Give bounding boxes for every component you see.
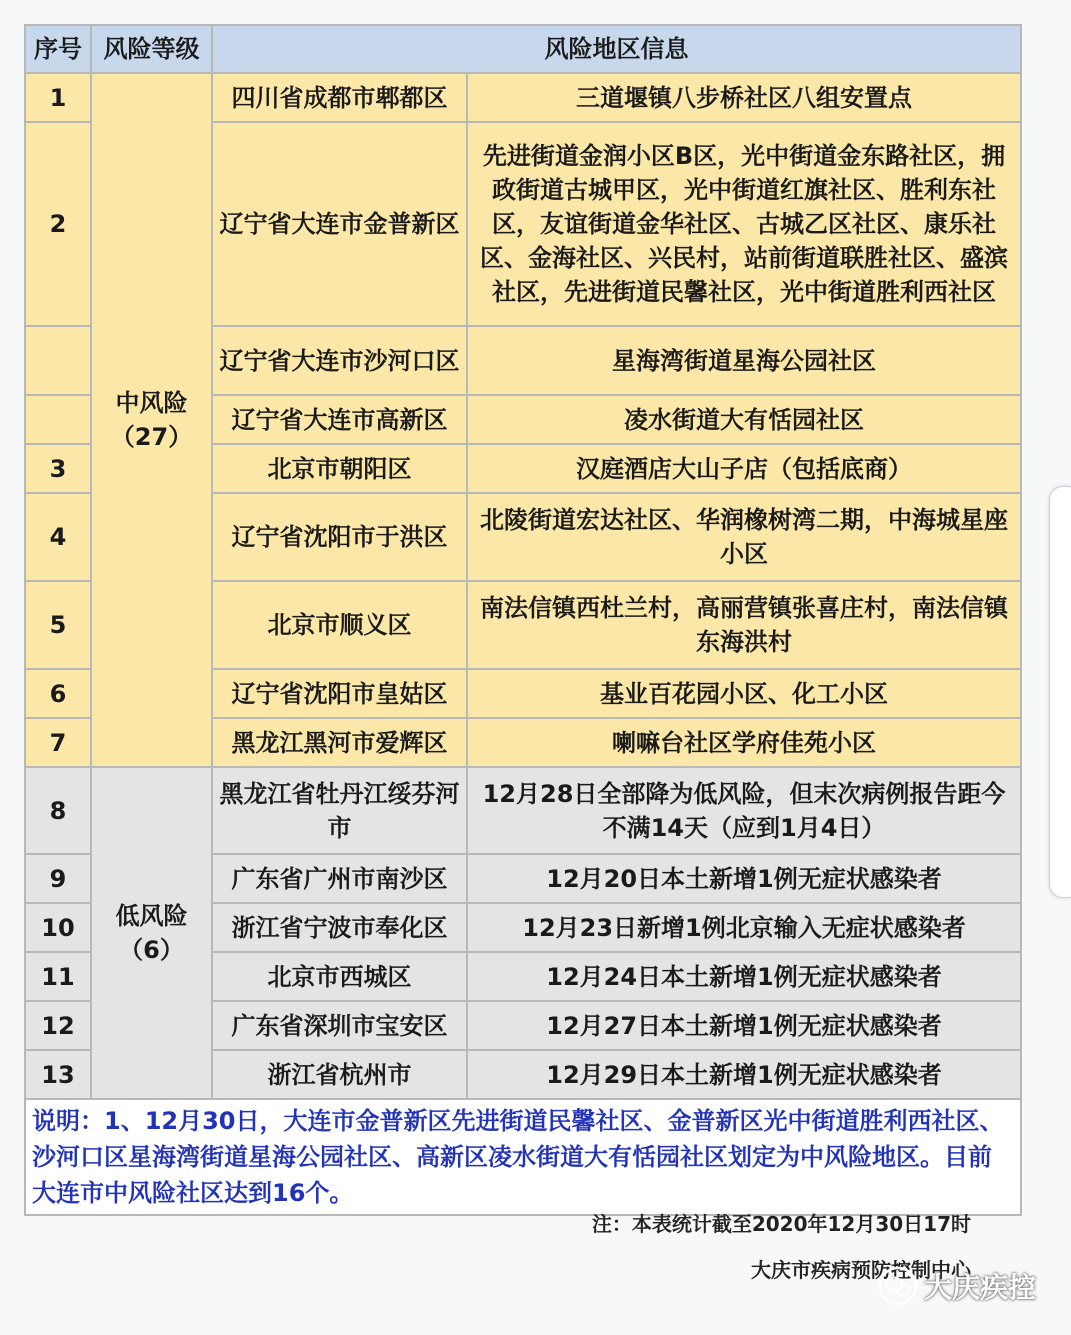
wechat-watermark	[878, 1266, 1036, 1306]
risk-area-table	[24, 24, 1022, 1216]
row-detail: 凌水街道大有恬园社区	[467, 395, 1021, 444]
row-region: 辽宁省大连市高新区	[212, 395, 467, 444]
row-detail: 12月28日全部降为低风险，但末次病例报告距今不满14天（应到1月4日）	[467, 767, 1021, 854]
row-no: 6	[25, 669, 91, 718]
row-detail: 汉庭酒店大山子店（包括底商）	[467, 444, 1021, 493]
watermark-text: 大庆疾控	[924, 1271, 1037, 1304]
issuing-organization: 大庆市疾病预防控制中心	[751, 1258, 971, 1282]
row-no: 2	[25, 122, 91, 326]
row-no: 10	[25, 903, 91, 952]
row-no: 11	[25, 952, 91, 1001]
header-level: 风险等级	[91, 25, 212, 73]
table-header-row	[25, 25, 1021, 73]
row-detail: 喇嘛台社区学府佳苑小区	[467, 718, 1021, 767]
row-no: 13	[25, 1050, 91, 1099]
row-detail: 南法信镇西杜兰村，高丽营镇张喜庄村，南法信镇东海洪村	[467, 581, 1021, 669]
row-region: 北京市西城区	[212, 952, 467, 1001]
row-region: 辽宁省沈阳市于洪区	[212, 493, 467, 581]
row-detail: 12月20日本土新增1例无症状感染者	[467, 854, 1021, 903]
table-row	[25, 73, 1021, 122]
table-row	[25, 767, 1021, 854]
row-detail: 12月27日本土新增1例无症状感染者	[467, 1001, 1021, 1050]
row-detail: 先进街道金润小区B区，光中街道金东路社区，拥政街道古城甲区，光中街道红旗社区、胜利东社区，友谊街道金华社区、古城乙区社区、康乐社区、金海社区、兴民村，站前街道联胜社区、盛滨社区，先进街道民馨社区，光中街道胜利西社区	[467, 122, 1021, 326]
row-no: 7	[25, 718, 91, 767]
row-region: 黑龙江省牡丹江绥芬河市	[212, 767, 467, 854]
row-region: 浙江省杭州市	[212, 1050, 467, 1099]
row-region: 辽宁省大连市金普新区	[212, 122, 467, 326]
statistics-cutoff-note: 注：本表统计截至2020年12月30日17时	[591, 1212, 971, 1236]
note-row	[25, 1099, 1021, 1215]
row-region: 广东省深圳市宝安区	[212, 1001, 467, 1050]
row-no	[25, 395, 91, 444]
scroll-handle[interactable]	[1049, 486, 1071, 898]
row-detail: 12月29日本土新增1例无症状感染者	[467, 1050, 1021, 1099]
row-no: 5	[25, 581, 91, 669]
header-info: 风险地区信息	[212, 25, 1021, 73]
row-no: 12	[25, 1001, 91, 1050]
row-no: 4	[25, 493, 91, 581]
table-note: 说明：1、12月30日，大连市金普新区先进街道民馨社区、金普新区光中街道胜利西社区、沙河口区星海湾街道星海公园社区、高新区凌水街道大有恬园社区划定为中风险地区。目前大连市中风险社区达到16个。	[25, 1099, 1021, 1215]
row-detail: 12月24日本土新增1例无症状感染者	[467, 952, 1021, 1001]
row-region: 黑龙江黑河市爱辉区	[212, 718, 467, 767]
wechat-icon	[878, 1266, 918, 1306]
row-no: 9	[25, 854, 91, 903]
row-detail: 基业百花园小区、化工小区	[467, 669, 1021, 718]
row-region: 广东省广州市南沙区	[212, 854, 467, 903]
row-detail: 12月23日新增1例北京输入无症状感染者	[467, 903, 1021, 952]
low-risk-label: 低风险（6）	[91, 767, 212, 1099]
row-detail: 三道堰镇八步桥社区八组安置点	[467, 73, 1021, 122]
row-no: 8	[25, 767, 91, 854]
row-region: 辽宁省沈阳市皇姑区	[212, 669, 467, 718]
row-no	[25, 326, 91, 395]
header-no: 序号	[25, 25, 91, 73]
medium-risk-label: 中风险（27）	[91, 73, 212, 767]
row-no: 1	[25, 73, 91, 122]
row-region: 辽宁省大连市沙河口区	[212, 326, 467, 395]
row-region: 四川省成都市郫都区	[212, 73, 467, 122]
row-region: 北京市顺义区	[212, 581, 467, 669]
row-detail: 北陵街道宏达社区、华润橡树湾二期，中海城星座小区	[467, 493, 1021, 581]
row-region: 北京市朝阳区	[212, 444, 467, 493]
row-no: 3	[25, 444, 91, 493]
row-region: 浙江省宁波市奉化区	[212, 903, 467, 952]
row-detail: 星海湾街道星海公园社区	[467, 326, 1021, 395]
